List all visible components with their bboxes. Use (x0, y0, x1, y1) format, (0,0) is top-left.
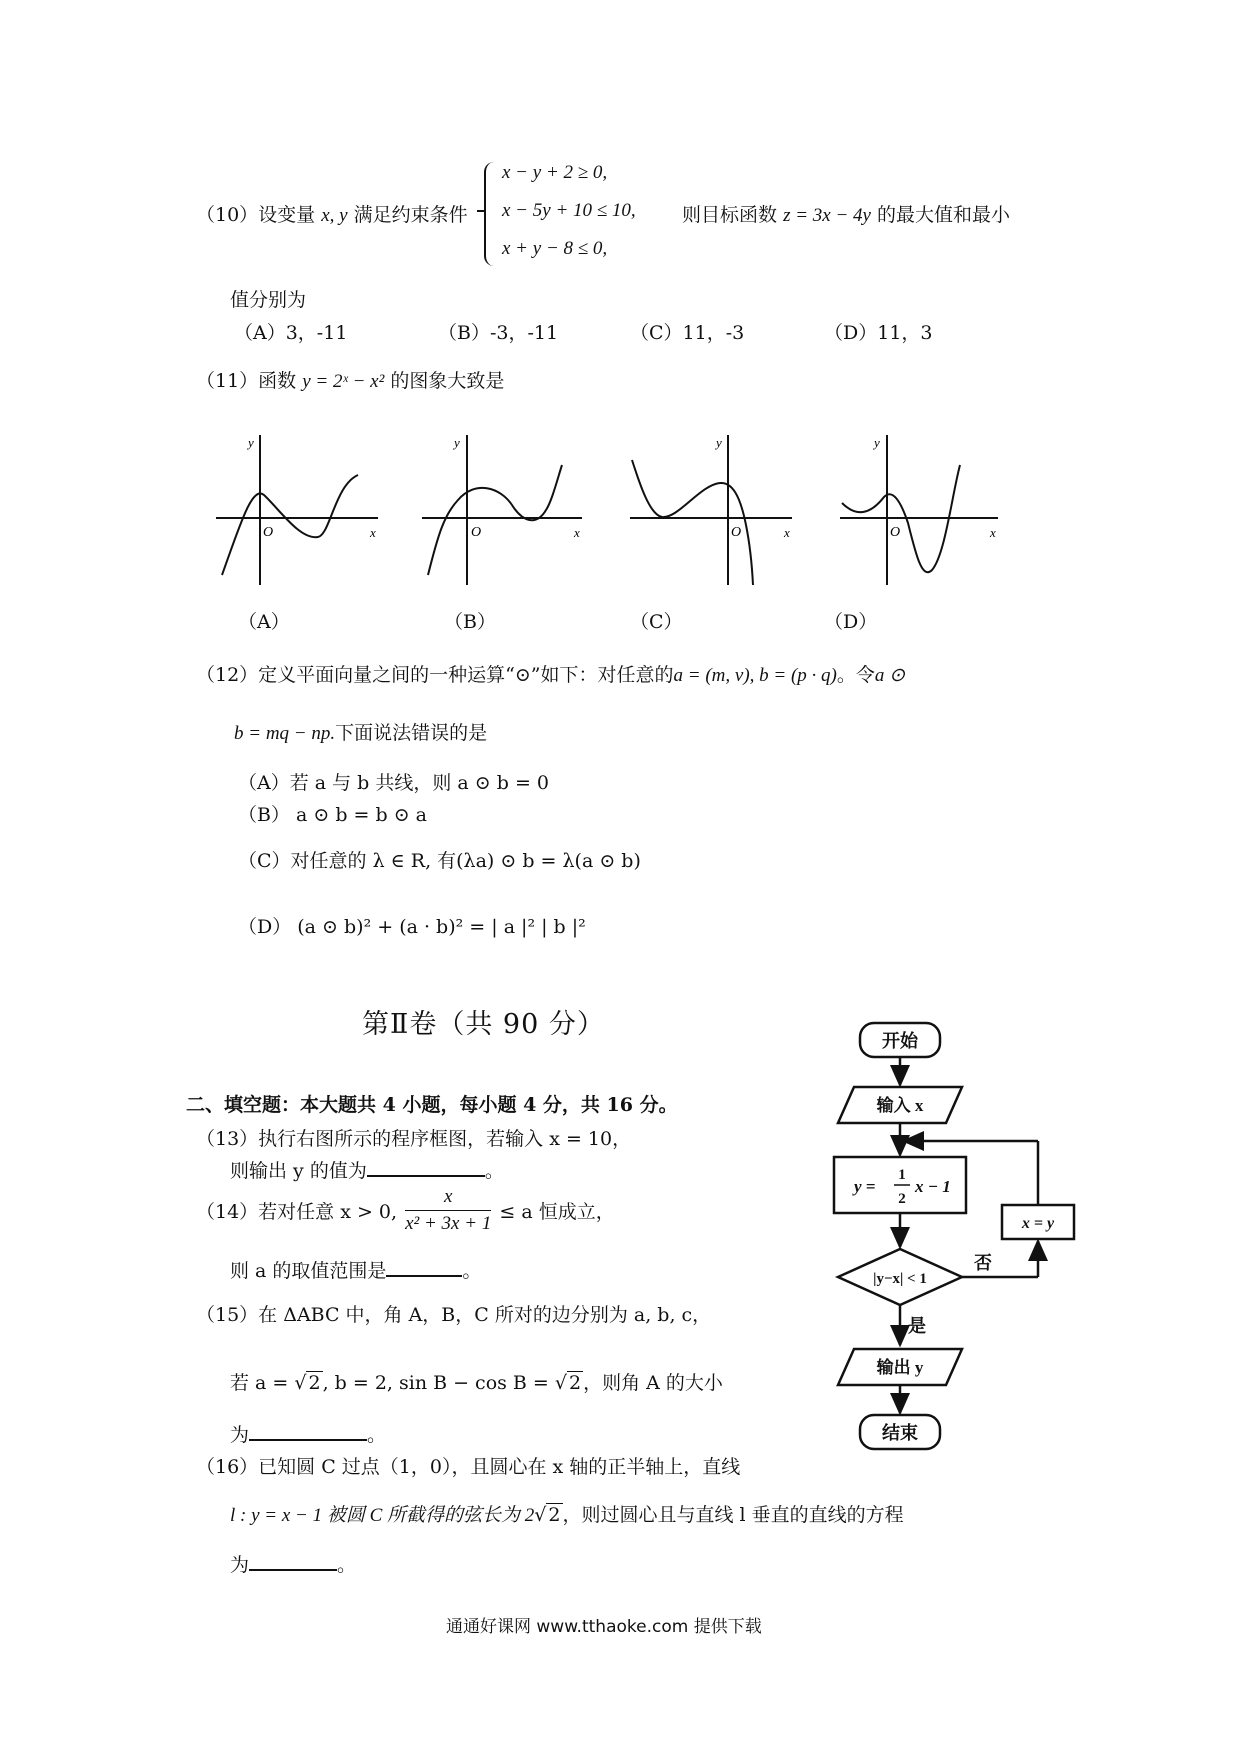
q10-constraint-1: x − y + 2 ≥ 0, (502, 162, 608, 183)
q14-line2: 则 a 的取值范围是 。 (230, 1260, 482, 1282)
q16-line3: 为 。 (230, 1554, 357, 1576)
graph-d-y-label: y (874, 435, 880, 450)
q10-objective: 则目标函数 z = 3x − 4y 的最大值和最小 (682, 204, 1011, 226)
graph-a-label: （A） (238, 611, 290, 633)
graph-b-y-label: y (454, 435, 460, 450)
graph-c-origin: O (731, 525, 742, 540)
q15-answer-blank[interactable] (249, 1439, 367, 1441)
graph-d-x-label: x (990, 525, 996, 540)
graph-a-origin: O (263, 525, 274, 540)
section-title: 第Ⅱ卷（共 90 分） (362, 1009, 605, 1040)
part2-heading: 二、填空题：本大题共 4 小题，每小题 4 分，共 16 分。 (186, 1094, 678, 1116)
fc-process-den: 2 (898, 1191, 906, 1207)
fc-process-lhs: y = (854, 1177, 876, 1196)
q12-option-d: （D） (a ⊙ b)² + (a · b)² = | a |² | b |² (238, 916, 586, 938)
q10-option-d: （D）11，3 (824, 322, 933, 344)
graph-b-label: （B） (444, 611, 496, 633)
q10-line2: 值分别为 (230, 289, 307, 311)
fc-output-label: 输出 y (876, 1358, 924, 1377)
graph-b-x-label: x (574, 525, 580, 540)
fc-input-label: 输入 x (876, 1096, 924, 1115)
q12-line1: （12）定义平面向量之间的一种运算“⊙”如下：对任意的a = (m, v), b = (p · q)。令a ⊙ (196, 664, 906, 686)
graph-b-origin: O (471, 525, 482, 540)
graph-d (840, 435, 998, 585)
q14-line1: （14）若对任意 x > 0, $\frac{x}{\text{x² + 3x + 1}}$ ≤ a 恒成立， (196, 1186, 615, 1234)
fc-end-label: 结束 (882, 1423, 918, 1443)
footer[interactable]: 通通好课网 www.tthaoke.com 提供下载 (446, 1617, 762, 1637)
q11-stem: （11）函数 y = 2ˣ − x² 的图象大致是 (196, 370, 505, 392)
graph-a-x-label: x (370, 525, 376, 540)
graph-a-y-label: y (248, 435, 254, 450)
q10-constraint-3: x + y − 8 ≤ 0, (502, 238, 608, 259)
q14-fraction: $\frac{x}{\text{x² + 3x + 1}}$ (405, 1186, 492, 1234)
fc-assign-label: x = y (1021, 1215, 1055, 1232)
fc-yes-label: 是 (908, 1316, 926, 1336)
graph-d-label: （D） (824, 611, 878, 633)
graph-c-label: （C） (630, 611, 683, 633)
q10-constraint-2: x − 5y + 10 ≤ 10, (502, 200, 636, 221)
fc-no-label: 否 (974, 1253, 992, 1273)
q15-line2: 若 a = √ 2 , b = 2, sin B − cos B = √ 2 ，则角 A 的大小 (230, 1372, 723, 1394)
q15-line1: （15）在 ΔABC 中，角 A，B，C 所对的边分别为 a, b, c， (196, 1304, 712, 1326)
flowchart (820, 1015, 1100, 1455)
q16-line1: （16）已知圆 C 过点（1，0），且圆心在 x 轴的正半轴上，直线 (196, 1456, 741, 1478)
fc-start-label: 开始 (882, 1031, 918, 1051)
q13-line2: 则输出 y 的值为 。 (230, 1160, 504, 1182)
graph-c-x-label: x (784, 525, 790, 540)
q10-option-b: （B）-3，-11 (438, 322, 559, 344)
q16-line2: l : y = x − 1 被圆 C 所截得的弦长为 2√ 2 ，则过圆心且与直线 l 垂直的直线的方程 (230, 1504, 904, 1526)
q13-answer-blank[interactable] (367, 1175, 485, 1177)
q12-option-b: （B） a ⊙ b = b ⊙ a (238, 804, 427, 826)
fc-decision-label: |y−x| < 1 (873, 1271, 927, 1287)
q16-answer-blank[interactable] (249, 1569, 337, 1571)
q12-option-c: （C）对任意的 λ ∈ R, 有(λa) ⊙ b = λ(a ⊙ b) (238, 850, 641, 872)
fc-process-num: 1 (898, 1167, 906, 1183)
graph-d-origin: O (890, 525, 901, 540)
q10-option-c: （C）11，-3 (630, 322, 745, 344)
q14-answer-blank[interactable] (386, 1275, 462, 1277)
graph-a (216, 435, 378, 585)
q10-brace (484, 162, 500, 266)
q12-option-a: （A）若 a 与 b 共线，则 a ⊙ b = 0 (238, 772, 549, 794)
graph-c-y-label: y (716, 435, 722, 450)
fc-process-rhs: x − 1 (915, 1177, 951, 1196)
q13-line1: （13）执行右图所示的程序框图，若输入 x = 10， (196, 1128, 632, 1150)
graph-b (422, 435, 582, 585)
q10-prefix: （10）设变量 x, y 满足约束条件 (196, 204, 468, 226)
q10-option-a: （A）3，-11 (234, 322, 348, 344)
q11-graphs (200, 425, 1020, 600)
q12-line2: b = mq − np.下面说法错误的是 (234, 722, 488, 744)
graph-c (630, 435, 792, 585)
q15-line3: 为 。 (230, 1424, 387, 1446)
